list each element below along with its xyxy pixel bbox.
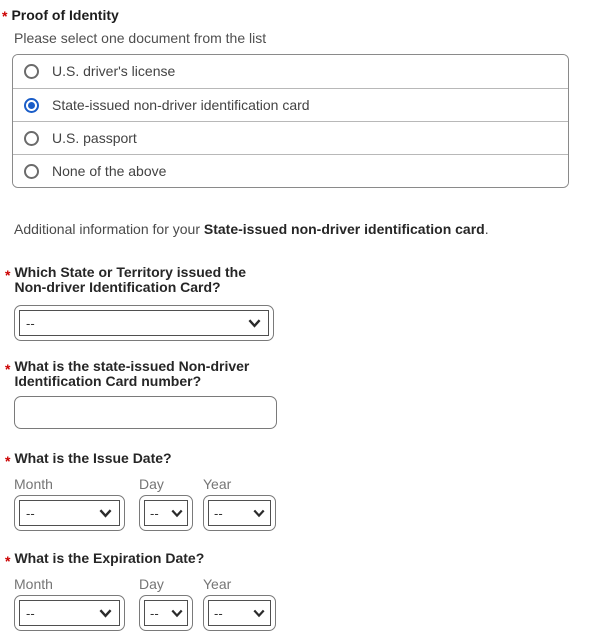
chevron-down-icon — [253, 609, 265, 618]
radio-option-drivers-license[interactable] — [13, 55, 568, 88]
chevron-down-icon — [253, 509, 265, 518]
issue-year-select-box[interactable] — [208, 500, 271, 526]
section-title: Proof of Identity — [11, 7, 119, 23]
state-select-box[interactable] — [19, 310, 269, 336]
expiration-month-select-box[interactable] — [19, 600, 120, 626]
radio-option-nondriver-id[interactable] — [13, 88, 568, 121]
option-label: None of the above — [52, 162, 167, 179]
additional-info-suffix: . — [484, 221, 489, 237]
year-label: Year — [203, 576, 232, 592]
required-asterisk: * — [5, 361, 11, 377]
chevron-down-icon — [99, 609, 112, 618]
question-label: What is the Expiration Date? — [14, 550, 205, 566]
expiration-month-value: -- — [26, 605, 35, 621]
question-label: What is the Issue Date? — [14, 450, 172, 466]
month-label: Month — [14, 476, 53, 492]
issue-day-select[interactable] — [139, 495, 193, 531]
state-select[interactable] — [14, 305, 274, 341]
required-asterisk: * — [5, 267, 11, 283]
issue-day-select-box[interactable] — [144, 500, 188, 526]
day-label: Day — [139, 576, 164, 592]
required-asterisk: * — [5, 553, 11, 569]
option-label: U.S. passport — [52, 129, 137, 146]
required-asterisk: * — [5, 453, 11, 469]
expiration-date-selects — [14, 595, 614, 631]
issue-date-sublabels — [14, 476, 614, 492]
question-label: Which State or Territory issued the Non-driver Identification Card? — [14, 264, 247, 295]
expiration-year-value: -- — [214, 605, 223, 621]
chevron-down-icon — [248, 319, 261, 328]
day-label: Day — [139, 476, 164, 492]
instruction-text: Please select one document from the list — [14, 30, 267, 46]
option-label: State-issued non-driver identification card — [52, 96, 310, 113]
required-asterisk: * — [2, 8, 8, 24]
issue-month-value: -- — [26, 505, 35, 521]
year-label: Year — [203, 476, 232, 492]
expiration-day-select[interactable] — [139, 595, 193, 631]
expiration-month-select[interactable] — [14, 595, 125, 631]
chevron-down-icon — [99, 509, 112, 518]
expiration-day-value: -- — [150, 605, 159, 621]
card-number-input[interactable] — [14, 396, 277, 429]
issue-month-select-box[interactable] — [19, 500, 120, 526]
radio-button-icon[interactable] — [24, 64, 39, 79]
expiration-year-select[interactable] — [203, 595, 276, 631]
radio-button-icon[interactable] — [24, 131, 39, 146]
additional-info-highlight: State-issued non-driver identification card — [203, 221, 485, 237]
proof-of-identity-heading — [2, 8, 614, 24]
question-label: What is the state-issued Non-driver Identification Card number? — [14, 358, 250, 389]
radio-option-passport[interactable] — [13, 121, 568, 154]
chevron-down-icon — [171, 509, 183, 518]
expiration-year-select-box[interactable] — [208, 600, 271, 626]
additional-info-text — [14, 221, 614, 237]
option-label: U.S. driver's license — [52, 63, 176, 79]
issue-day-value: -- — [150, 505, 159, 521]
question-issue-date — [5, 451, 614, 469]
month-label: Month — [14, 576, 53, 592]
issue-date-selects — [14, 495, 614, 531]
issue-month-select[interactable] — [14, 495, 125, 531]
question-expiration-date — [5, 551, 614, 569]
issue-year-select[interactable] — [203, 495, 276, 531]
state-select-value: -- — [26, 315, 35, 331]
radio-option-none[interactable] — [13, 154, 568, 187]
radio-button-icon[interactable] — [24, 164, 39, 179]
radio-button-icon[interactable] — [24, 98, 39, 113]
additional-info-prefix: Additional information for your — [14, 221, 204, 237]
issue-year-value: -- — [214, 505, 223, 521]
chevron-down-icon — [171, 609, 183, 618]
expiration-date-sublabels — [14, 576, 614, 592]
document-option-list — [12, 54, 569, 188]
question-issuing-state — [5, 265, 614, 295]
question-card-number — [5, 359, 614, 389]
expiration-day-select-box[interactable] — [144, 600, 188, 626]
